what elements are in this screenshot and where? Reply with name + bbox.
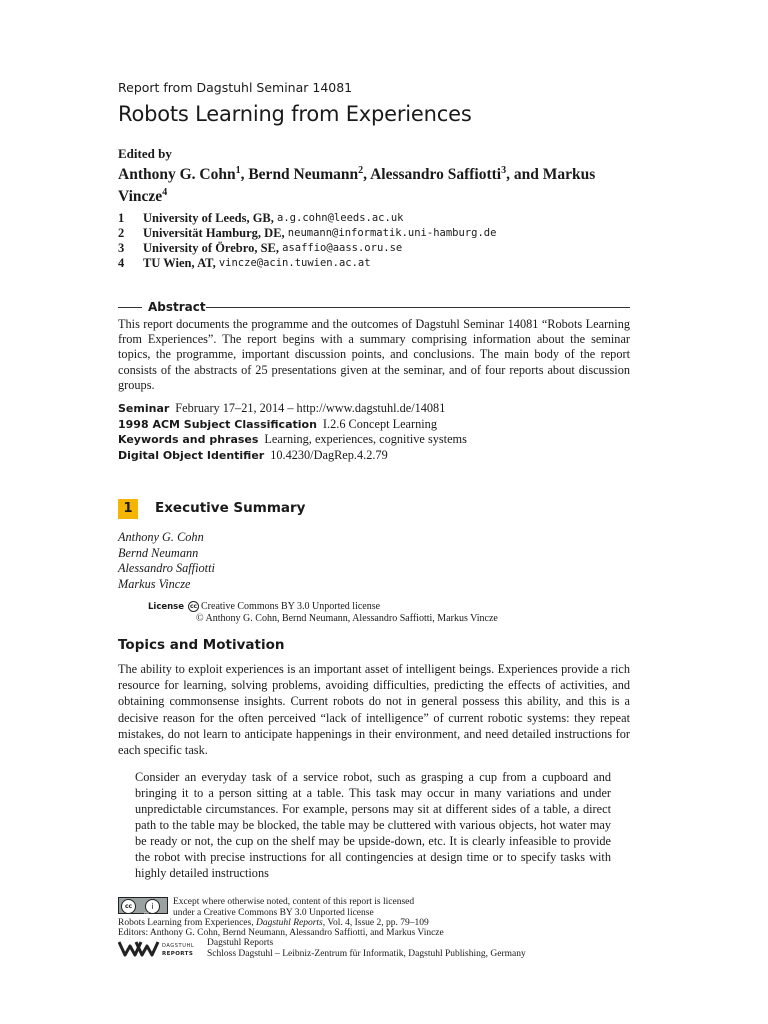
rule-line-right	[206, 307, 630, 308]
affiliation-institution: TU Wien, AT,	[143, 256, 216, 270]
metadata-row	[118, 432, 467, 448]
cc-icon: cc	[121, 899, 136, 914]
edited-by-label: Edited by	[118, 146, 172, 161]
author-affiliation-number: 3	[501, 165, 507, 176]
footer-license-line: Except where otherwise noted, content of this report is licensed	[173, 897, 415, 907]
rule-line-left	[118, 307, 142, 308]
author-separator: ,	[363, 166, 371, 184]
affiliation-item	[118, 241, 496, 256]
report-series-label: Report from Dagstuhl Seminar 14081	[118, 80, 353, 95]
publisher-series: Dagstuhl Reports	[207, 938, 274, 948]
metadata-value: I.2.6 Concept Learning	[322, 416, 437, 431]
footer-publisher	[207, 938, 526, 959]
section-title: Executive Summary	[155, 500, 306, 516]
metadata-key: Digital Object Identifier	[118, 448, 265, 462]
citation-suffix: , Vol. 4, Issue 2, pp. 79–109	[322, 918, 429, 928]
author-name: Bernd Neumann	[248, 166, 359, 184]
section-author-list	[118, 530, 215, 592]
logo-wordmark-top: DAGSTUHL	[162, 943, 195, 949]
affiliation-institution: University of Örebro, SE,	[143, 241, 279, 255]
license-block	[148, 601, 498, 625]
footer-editors: Editors: Anthony G. Cohn, Bernd Neumann, Alessandro Saffiotti, and Markus Vincze	[118, 928, 444, 938]
metadata-row	[118, 401, 467, 417]
abstract-heading-rule	[118, 300, 630, 314]
affiliation-email[interactable]: a.g.cohn@leeds.ac.uk	[277, 212, 404, 224]
footer-license-text	[173, 897, 414, 918]
affiliation-number: 3	[118, 241, 125, 255]
affiliation-number: 4	[118, 256, 125, 270]
section-author: Markus Vincze	[118, 576, 191, 591]
body-paragraph: The ability to exploit experiences is an important asset of intelligent beings. Experiences provide a rich resource for learning, solving problems, avoiding difficulties, predicting the effects of activities, and obtaining commonsense insights. Current robots do not in general possess this ability, and this is a decisive reason for the often perceived “lack of intelligence” of current robotic systems: they repeat mistakes, do not learn to anticipate happenings in their environment, and need detailed instructions for each specific task.	[118, 662, 630, 758]
section-author: Bernd Neumann	[118, 545, 199, 560]
metadata-value[interactable]: 10.4230/DagRep.4.2.79	[270, 447, 388, 462]
author-affiliation-number: 1	[235, 165, 241, 176]
report-title: Robots Learning from Experiences	[118, 102, 472, 126]
cc-by-license-badge[interactable]	[118, 897, 168, 917]
creative-commons-icon: cc	[189, 603, 198, 611]
abstract-heading: Abstract	[148, 300, 206, 314]
metadata-row	[118, 417, 467, 433]
by-label: BY	[144, 912, 149, 917]
author-affiliation-number: 4	[162, 187, 168, 199]
affiliation-email[interactable]: neumann@informatik.uni-hamburg.de	[287, 227, 497, 239]
affiliation-item	[118, 256, 496, 271]
author-separator: ,	[240, 166, 249, 184]
dagstuhl-reports-logo	[118, 938, 202, 958]
logo-wordmark-bottom: REPORTS	[162, 951, 194, 957]
affiliation-institution: Universität Hamburg, DE,	[143, 226, 285, 240]
metadata-value[interactable]: February 17–21, 2014 – http://www.dagstuhl.de/14081	[175, 401, 446, 415]
subsection-title: Topics and Motivation	[118, 637, 285, 653]
metadata-key: Seminar	[118, 402, 170, 415]
metadata-row	[118, 448, 467, 464]
metadata-key: Keywords and phrases	[118, 433, 259, 446]
affiliation-institution: University of Leeds, GB,	[143, 211, 274, 225]
publisher-name: Schloss Dagstuhl – Leibniz-Zentrum für Informatik, Dagstuhl Publishing, Germany	[207, 948, 526, 959]
citation-prefix: Robots Learning from Experiences,	[118, 918, 256, 928]
affiliation-email[interactable]: asaffio@aass.oru.se	[282, 242, 403, 254]
license-name[interactable]: Creative Commons BY 3.0 Unported license	[201, 601, 381, 612]
affiliation-item	[118, 226, 496, 241]
author-name: Anthony G. Cohn	[118, 166, 236, 184]
affiliation-number: 1	[118, 211, 125, 225]
license-holders: © Anthony G. Cohn, Bernd Neumann, Alessandro Saffiotti, Markus Vincze	[196, 613, 498, 624]
author-separator: , and	[506, 166, 543, 184]
author-name: Alessandro Saffiotti	[370, 166, 502, 184]
section-author: Alessandro Saffiotti	[118, 561, 215, 575]
metadata-key: 1998 ACM Subject Classification	[118, 417, 317, 431]
abstract-text: This report documents the programme and the outcomes of Dagstuhl Seminar 14081 “Robots Learning from Experiences”. The report begins with a summary comprising information about the seminar topics, the programme, important discussion points, and conclusions. The main body of the report consists of the abstracts of 25 presentations given at the seminar, and of four reports about discussion groups.	[118, 317, 630, 392]
section-author: Anthony G. Cohn	[118, 530, 204, 544]
citation-journal: Dagstuhl Reports	[255, 918, 323, 928]
author-name: Markus Vincze	[118, 166, 596, 206]
section-number-badge: 1	[118, 499, 138, 519]
affiliation-list	[118, 211, 496, 271]
affiliation-number: 2	[118, 226, 125, 240]
author-affiliation-number: 2	[358, 165, 364, 176]
author-list	[118, 162, 638, 206]
affiliation-item	[118, 211, 496, 226]
footer-license-line: under a Creative Commons BY 3.0 Unported license	[173, 907, 374, 918]
metadata-block	[118, 401, 467, 463]
affiliation-email[interactable]: vincze@acin.tuwien.ac.at	[218, 257, 371, 269]
footer-citation	[118, 918, 429, 929]
license-label: License	[148, 602, 185, 612]
metadata-value: Learning, experiences, cognitive systems	[264, 432, 467, 446]
attribution-icon: i	[145, 899, 160, 914]
quoted-paragraph: Consider an everyday task of a service robot, such as grasping a cup from a cupboard and bringing it to a person sitting at a table. This task may occur in many variations and under unpredictable circumstances. For example, persons may sit at different sides of a table, a direct path to the table may be blocked, the table may be cluttered with various objects, hot water may be ready or not, the cup on the shelf may be upside-down, etc. It is clearly infeasible to provide the robot with precise instructions for all contingencies at design time or to specify tasks with highly detailed instructions	[135, 770, 611, 880]
